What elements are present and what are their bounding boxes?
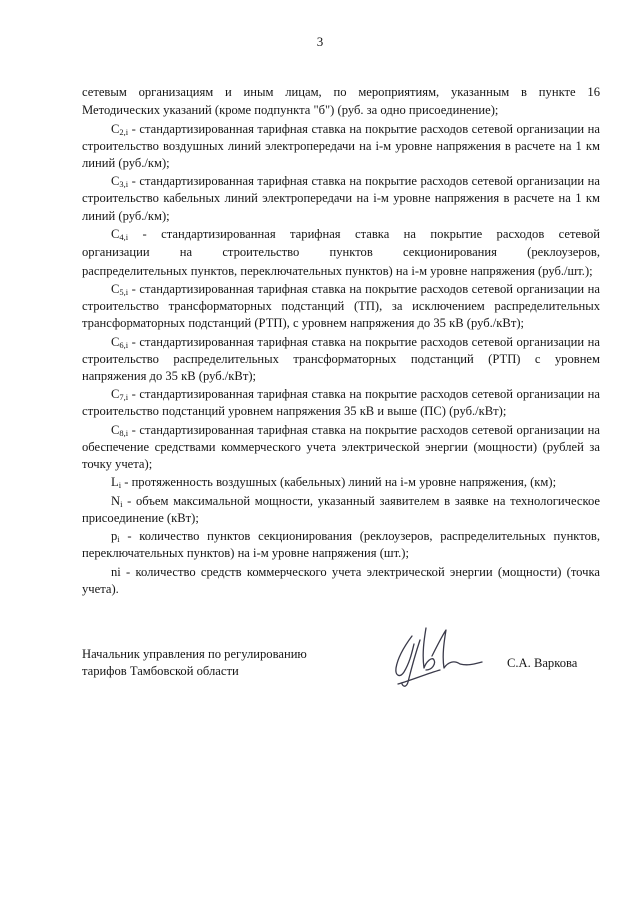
page-number: 3: [316, 34, 324, 49]
definition-c6: $С_{6,i}$ - стандартизированная тарифная ставка на покрытие расходов сетевой организации на строительство распределительных трансформаторных подстанций (РТП) с уровнем напряжения до 35 кВ (руб./кВт);: [82, 334, 600, 383]
intro-paragraph-line2: Методических указаний (кроме подпункта "б") (руб. за одно присоединение);: [82, 103, 499, 118]
definition-c3: $С_{3,i}$ - стандартизированная тарифная ставка на покрытие расходов сетевой организации на строительство кабельных линий электропередачи на i-м уровне напряжения в расчете на 1 км линий (руб./км);: [82, 174, 600, 223]
definition-pi: $p_i$ - количество пунктов секционирования (реклоузеров, распределительных пунктов, переключательных пунктов) на i-м уровне напряжения (шт.);: [82, 529, 600, 561]
definition-li: $L_i$ - протяженность воздушных (кабельных) линий на i-м уровне напряжения, (км);: [111, 475, 557, 491]
signer-position: [82, 646, 307, 680]
definition-c4-line2: организации на строительство пунктов секционирования (реклоузеров,: [82, 245, 600, 260]
signature-block: [82, 646, 602, 706]
intro-paragraph-line1: сетевым организациям и иным лицам, по мероприятиям, указанным в пункте 16: [82, 85, 600, 99]
definition-c8: $С_{8,i}$ - стандартизированная тарифная ставка на покрытие расходов сетевой организации на обеспечение средствами коммерческого учета электрической энергии (мощности) (рублей за точку учета);: [82, 422, 600, 471]
definition-c7: $С_{7,i}$ - стандартизированная тарифная ставка на покрытие расходов сетевой организации на строительство подстанций уровнем напряжения 35 кВ и выше (ПС) (руб./кВт);: [82, 387, 600, 419]
signer-position-line2: тарифов Тамбовской области: [82, 664, 239, 678]
definition-ni: $N_i$ - объем максимальной мощности, указанный заявителем в заявке на технологическое присоединение (кВт);: [82, 493, 600, 525]
handwritten-signature: [382, 622, 492, 694]
document-body: [82, 84, 600, 599]
definition-c4-line3: распределительных пунктов, переключательных пунктов) на i-м уровне напряжения (руб./шт.);: [82, 263, 593, 278]
definition-c5: $С_{5,i}$ - стандартизированная тарифная ставка на покрытие расходов сетевой организации на строительство трансформаторных подстанций (ТП), за исключением распределительных трансформаторных подстанций (РТП), с уровнем напряжения до 35 кВ (руб./кВт);: [82, 282, 600, 331]
signer-position-line1: Начальник управления по регулированию: [82, 647, 307, 661]
definition-ni-meters: ni - количество средств коммерческого учета электрической энергии (мощности) (точка учета).: [82, 564, 600, 596]
definition-c2: $С_{2,i}$ - стандартизированная тарифная ставка на покрытие расходов сетевой организации на строительство воздушных линий электропередачи на i-м уровне напряжения в расчете на 1 км линий (руб./км);: [82, 121, 600, 170]
definition-c4: $С_{4,i}$ - стандартизированная тарифная ставка на покрытие расходов сетевой: [111, 226, 600, 242]
signer-name: С.А. Варкова: [507, 656, 578, 670]
